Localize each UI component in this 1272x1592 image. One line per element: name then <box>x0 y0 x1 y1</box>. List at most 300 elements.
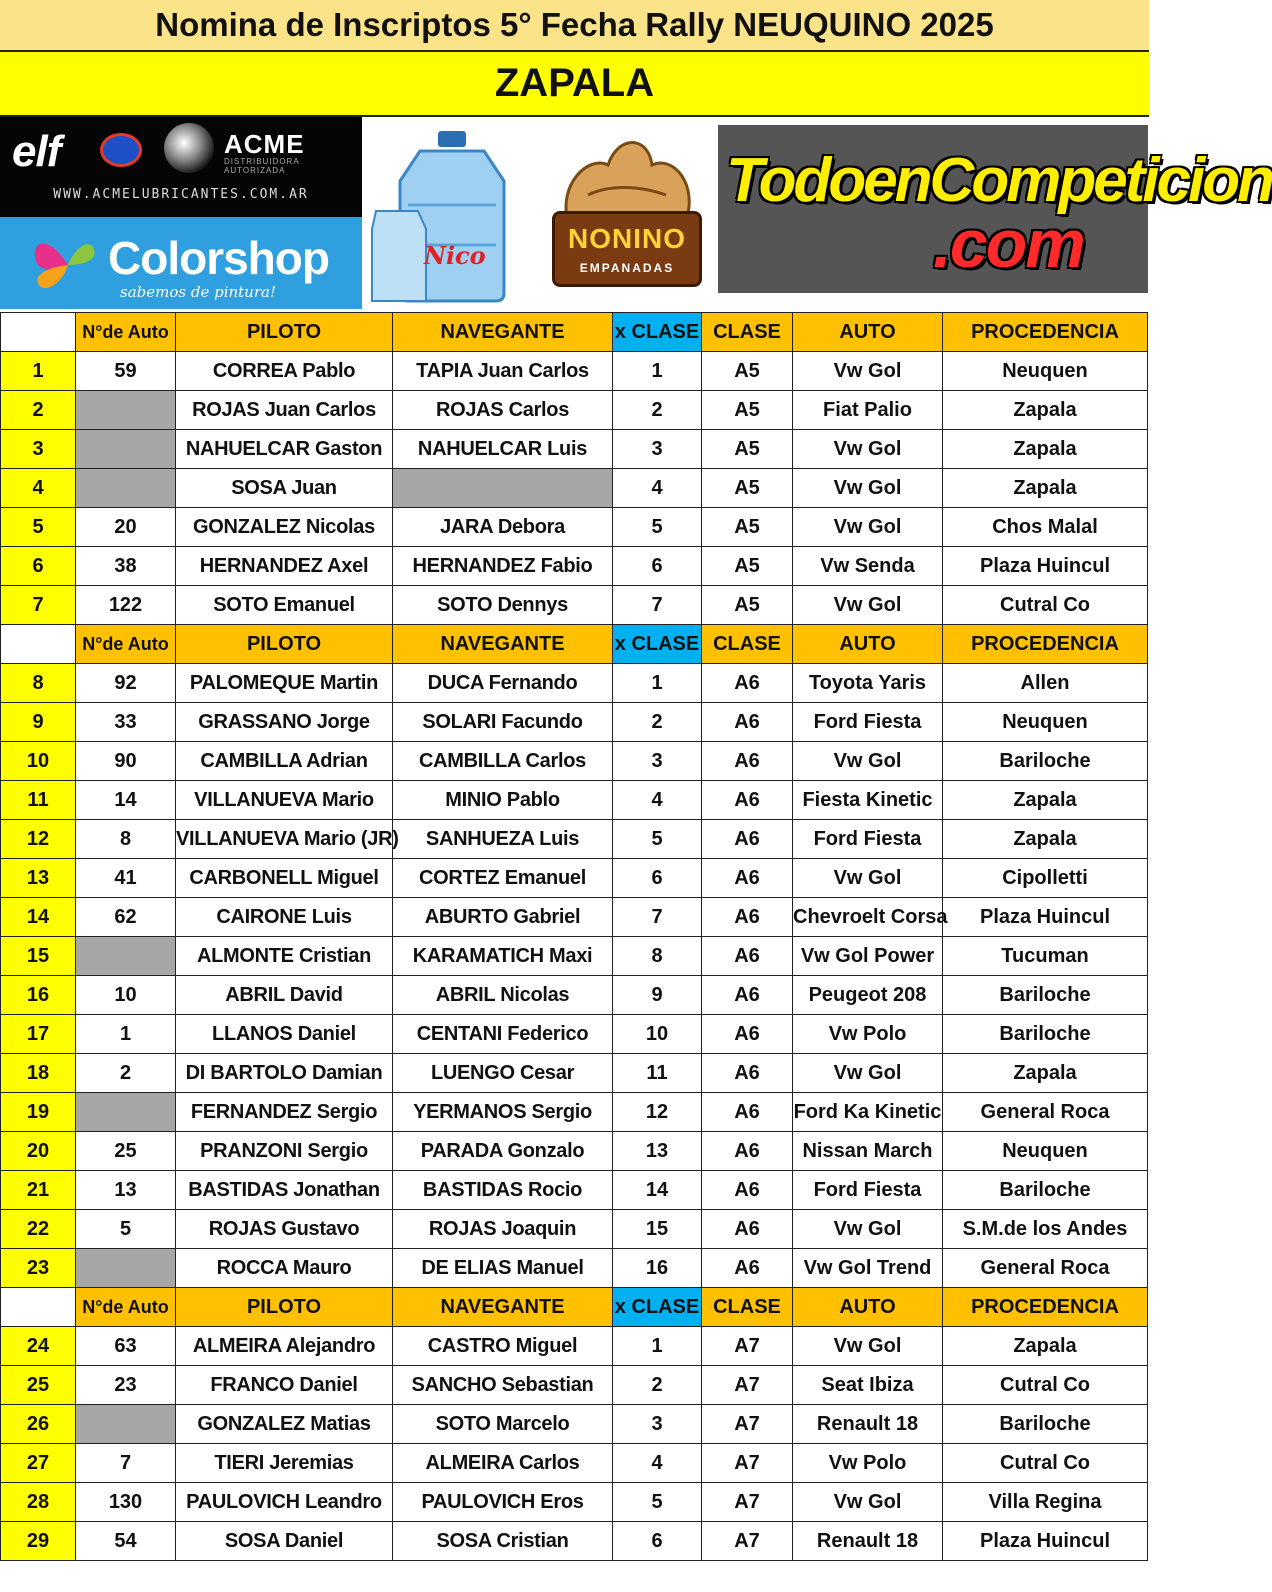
row-number: 24 <box>1 1327 76 1366</box>
car-number: 1 <box>76 1015 176 1054</box>
origin-city: General Roca <box>943 1093 1148 1132</box>
navegante-name: SANCHO Sebastian <box>393 1366 613 1405</box>
table-row <box>1 508 1148 547</box>
table-header-row <box>1 1288 1148 1327</box>
origin-city: Zapala <box>943 1054 1148 1093</box>
nico-wordmark: Nico <box>424 241 486 270</box>
table-row <box>1 1054 1148 1093</box>
piloto-name: BASTIDAS Jonathan <box>176 1171 393 1210</box>
car-model: Vw Senda <box>793 547 943 586</box>
class-position: 10 <box>613 1015 702 1054</box>
table-row <box>1 664 1148 703</box>
piloto-name: NAHUELCAR Gaston <box>176 430 393 469</box>
row-number: 9 <box>1 703 76 742</box>
origin-city: Plaza Huincul <box>943 547 1148 586</box>
row-number: 17 <box>1 1015 76 1054</box>
header-piloto: PILOTO <box>176 1288 393 1327</box>
table-row <box>1 469 1148 508</box>
car-number: 8 <box>76 820 176 859</box>
car-number: 59 <box>76 352 176 391</box>
class-position: 7 <box>613 898 702 937</box>
origin-city: Allen <box>943 664 1148 703</box>
acme-url: WWW.ACMELUBRICANTES.COM.AR <box>53 187 309 202</box>
piloto-name: FERNANDEZ Sergio <box>176 1093 393 1132</box>
class-code: A5 <box>702 391 793 430</box>
car-number: 23 <box>76 1366 176 1405</box>
class-position: 9 <box>613 976 702 1015</box>
car-model: Vw Gol Trend <box>793 1249 943 1288</box>
butterfly-icon <box>28 231 108 297</box>
car-model: Peugeot 208 <box>793 976 943 1015</box>
class-position: 11 <box>613 1054 702 1093</box>
car-number: 13 <box>76 1171 176 1210</box>
class-position: 1 <box>613 352 702 391</box>
row-number: 22 <box>1 1210 76 1249</box>
class-code: A6 <box>702 937 793 976</box>
acme-subtitle: DISTRIBUIDORA AUTORIZADA <box>224 157 300 175</box>
class-code: A6 <box>702 781 793 820</box>
origin-city: Zapala <box>943 391 1148 430</box>
row-number: 13 <box>1 859 76 898</box>
navegante-name: HERNANDEZ Fabio <box>393 547 613 586</box>
car-model: Vw Gol <box>793 1210 943 1249</box>
nonino-logo <box>548 125 706 303</box>
car-number: 130 <box>76 1483 176 1522</box>
class-code: A7 <box>702 1327 793 1366</box>
car-number: 5 <box>76 1210 176 1249</box>
car-model: Chevroelt Corsa <box>793 898 943 937</box>
piloto-name: GONZALEZ Matias <box>176 1405 393 1444</box>
piloto-name: GRASSANO Jorge <box>176 703 393 742</box>
row-number: 27 <box>1 1444 76 1483</box>
class-code: A6 <box>702 1249 793 1288</box>
piloto-name: PAULOVICH Leandro <box>176 1483 393 1522</box>
class-position: 4 <box>613 469 702 508</box>
navegante-name: ALMEIRA Carlos <box>393 1444 613 1483</box>
car-number <box>76 469 176 508</box>
table-row <box>1 742 1148 781</box>
car-model: Toyota Yaris <box>793 664 943 703</box>
car-model: Vw Gol <box>793 352 943 391</box>
class-position: 3 <box>613 1405 702 1444</box>
car-number <box>76 1249 176 1288</box>
origin-city: Zapala <box>943 469 1148 508</box>
origin-city: Bariloche <box>943 1015 1148 1054</box>
table-row <box>1 1093 1148 1132</box>
row-number: 15 <box>1 937 76 976</box>
navegante-name: ROJAS Joaquin <box>393 1210 613 1249</box>
row-number: 8 <box>1 664 76 703</box>
row-number: 12 <box>1 820 76 859</box>
class-code: A5 <box>702 508 793 547</box>
nonino-wordmark: NONINO <box>568 223 686 254</box>
class-code: A5 <box>702 430 793 469</box>
class-position: 2 <box>613 1366 702 1405</box>
header-auto: AUTO <box>793 1288 943 1327</box>
nonino-subtitle: EMPANADAS <box>579 261 675 275</box>
origin-city: Chos Malal <box>943 508 1148 547</box>
car-number: 63 <box>76 1327 176 1366</box>
table-row <box>1 1327 1148 1366</box>
header-procedencia: PROCEDENCIA <box>943 1288 1148 1327</box>
class-position: 13 <box>613 1132 702 1171</box>
table-row <box>1 1405 1148 1444</box>
class-position: 12 <box>613 1093 702 1132</box>
table-row <box>1 820 1148 859</box>
navegante-name: CENTANI Federico <box>393 1015 613 1054</box>
car-model: Vw Gol <box>793 1054 943 1093</box>
class-code: A7 <box>702 1483 793 1522</box>
row-number: 29 <box>1 1522 76 1561</box>
class-code: A7 <box>702 1405 793 1444</box>
car-model: Ford Fiesta <box>793 820 943 859</box>
empanada-icon <box>548 125 706 225</box>
class-position: 7 <box>613 586 702 625</box>
header-navegante: NAVEGANTE <box>393 313 613 352</box>
table-row <box>1 547 1148 586</box>
table-row <box>1 1171 1148 1210</box>
class-position: 16 <box>613 1249 702 1288</box>
row-number: 21 <box>1 1171 76 1210</box>
row-number: 23 <box>1 1249 76 1288</box>
class-position: 4 <box>613 1444 702 1483</box>
header-piloto: PILOTO <box>176 313 393 352</box>
header-auto: AUTO <box>793 313 943 352</box>
row-number: 19 <box>1 1093 76 1132</box>
colorshop-slogan: sabemos de pintura! <box>120 283 276 301</box>
piloto-name: SOTO Emanuel <box>176 586 393 625</box>
class-code: A5 <box>702 352 793 391</box>
elf-acme-logo <box>0 117 362 217</box>
car-number: 2 <box>76 1054 176 1093</box>
piloto-name: ROJAS Juan Carlos <box>176 391 393 430</box>
class-code: A6 <box>702 1093 793 1132</box>
car-model: Seat Ibiza <box>793 1366 943 1405</box>
header-clase: CLASE <box>702 1288 793 1327</box>
car-model: Vw Gol <box>793 430 943 469</box>
class-code: A7 <box>702 1444 793 1483</box>
header-x-clase: x CLASE <box>613 625 702 664</box>
car-model: Nissan March <box>793 1132 943 1171</box>
navegante-name: ABURTO Gabriel <box>393 898 613 937</box>
table-header-row <box>1 313 1148 352</box>
piloto-name: ABRIL David <box>176 976 393 1015</box>
class-position: 6 <box>613 859 702 898</box>
class-position: 14 <box>613 1171 702 1210</box>
piloto-name: SOSA Juan <box>176 469 393 508</box>
class-code: A6 <box>702 1210 793 1249</box>
table-row <box>1 1444 1148 1483</box>
class-position: 8 <box>613 937 702 976</box>
table-row <box>1 1249 1148 1288</box>
header-piloto: PILOTO <box>176 625 393 664</box>
piloto-name: ALMONTE Cristian <box>176 937 393 976</box>
car-model: Fiesta Kinetic <box>793 781 943 820</box>
car-number: 20 <box>76 508 176 547</box>
car-number: 92 <box>76 664 176 703</box>
navegante-name: ROJAS Carlos <box>393 391 613 430</box>
table-row <box>1 859 1148 898</box>
class-code: A7 <box>702 1522 793 1561</box>
header-procedencia: PROCEDENCIA <box>943 625 1148 664</box>
class-position: 2 <box>613 703 702 742</box>
piloto-name: PALOMEQUE Martin <box>176 664 393 703</box>
car-model: Vw Gol Power <box>793 937 943 976</box>
entries-table <box>0 312 1148 1561</box>
table-row <box>1 1483 1148 1522</box>
class-position: 5 <box>613 1483 702 1522</box>
colorshop-wordmark: Colorshop <box>108 232 329 284</box>
header-procedencia: PROCEDENCIA <box>943 313 1148 352</box>
navegante-name: SOTO Marcelo <box>393 1405 613 1444</box>
car-model: Vw Gol <box>793 1327 943 1366</box>
table-row <box>1 1015 1148 1054</box>
row-number: 1 <box>1 352 76 391</box>
sheet-title: Nomina de Inscriptos 5° Fecha Rally NEUQUINO 2025 <box>0 0 1149 52</box>
class-position: 3 <box>613 742 702 781</box>
car-model: Vw Polo <box>793 1444 943 1483</box>
row-number: 7 <box>1 586 76 625</box>
todoencompeticion-logo <box>718 125 1272 293</box>
origin-city: Zapala <box>943 430 1148 469</box>
origin-city: Cutral Co <box>943 1444 1148 1483</box>
navegante-name: NAHUELCAR Luis <box>393 430 613 469</box>
row-number: 28 <box>1 1483 76 1522</box>
nico-water-logo <box>372 125 542 305</box>
row-number: 2 <box>1 391 76 430</box>
class-code: A5 <box>702 586 793 625</box>
origin-city: Cutral Co <box>943 1366 1148 1405</box>
row-number: 3 <box>1 430 76 469</box>
class-code: A6 <box>702 703 793 742</box>
header-x-clase: x CLASE <box>613 1288 702 1327</box>
car-number: 41 <box>76 859 176 898</box>
class-position: 6 <box>613 1522 702 1561</box>
class-position: 1 <box>613 664 702 703</box>
table-row <box>1 1132 1148 1171</box>
row-number: 5 <box>1 508 76 547</box>
row-number: 20 <box>1 1132 76 1171</box>
table-row <box>1 352 1148 391</box>
header-navegante: NAVEGANTE <box>393 625 613 664</box>
navegante-name: SOSA Cristian <box>393 1522 613 1561</box>
elf-wordmark: elf <box>12 127 61 176</box>
city-title: ZAPALA <box>0 52 1149 117</box>
origin-city: Bariloche <box>943 1171 1148 1210</box>
navegante-name: LUENGO Cesar <box>393 1054 613 1093</box>
class-position: 5 <box>613 820 702 859</box>
header-clase: CLASE <box>702 313 793 352</box>
sponsor-banner <box>0 117 1272 312</box>
navegante-name: TAPIA Juan Carlos <box>393 352 613 391</box>
piloto-name: VILLANUEVA Mario <box>176 781 393 820</box>
row-number: 6 <box>1 547 76 586</box>
todoencompeticion-domain: .com <box>933 206 1084 282</box>
car-model: Vw Gol <box>793 508 943 547</box>
class-position: 2 <box>613 391 702 430</box>
car-model: Fiat Palio <box>793 391 943 430</box>
piloto-name: PRANZONI Sergio <box>176 1132 393 1171</box>
car-model: Renault 18 <box>793 1522 943 1561</box>
origin-city: Zapala <box>943 820 1148 859</box>
header-navegante: NAVEGANTE <box>393 1288 613 1327</box>
class-position: 15 <box>613 1210 702 1249</box>
origin-city: Plaza Huincul <box>943 1522 1148 1561</box>
piloto-name: CORREA Pablo <box>176 352 393 391</box>
navegante-name: SANHUEZA Luis <box>393 820 613 859</box>
car-number: 25 <box>76 1132 176 1171</box>
class-code: A6 <box>702 1132 793 1171</box>
navegante-name: CASTRO Miguel <box>393 1327 613 1366</box>
navegante-name: SOTO Dennys <box>393 586 613 625</box>
table-row <box>1 586 1148 625</box>
header-blank-cell <box>1 313 76 352</box>
header-blank-cell <box>1 1288 76 1327</box>
table-row <box>1 976 1148 1015</box>
car-number <box>76 391 176 430</box>
class-code: A5 <box>702 469 793 508</box>
car-number: 14 <box>76 781 176 820</box>
piloto-name: TIERI Jeremias <box>176 1444 393 1483</box>
class-position: 3 <box>613 430 702 469</box>
class-code: A5 <box>702 547 793 586</box>
navegante-name: PARADA Gonzalo <box>393 1132 613 1171</box>
car-number: 38 <box>76 547 176 586</box>
acme-wordmark: ACME <box>224 129 305 159</box>
navegante-name: YERMANOS Sergio <box>393 1093 613 1132</box>
car-number: 10 <box>76 976 176 1015</box>
table-row <box>1 1522 1148 1561</box>
origin-city: Neuquen <box>943 352 1148 391</box>
car-number: 54 <box>76 1522 176 1561</box>
table-header-row <box>1 625 1148 664</box>
car-model: Vw Gol <box>793 859 943 898</box>
class-position: 5 <box>613 508 702 547</box>
piloto-name: VILLANUEVA Mario (JR) <box>176 820 393 859</box>
class-code: A6 <box>702 820 793 859</box>
origin-city: Bariloche <box>943 976 1148 1015</box>
row-number: 18 <box>1 1054 76 1093</box>
class-position: 6 <box>613 547 702 586</box>
car-model: Vw Gol <box>793 742 943 781</box>
class-position: 1 <box>613 1327 702 1366</box>
navegante-name: ABRIL Nicolas <box>393 976 613 1015</box>
car-model: Vw Gol <box>793 586 943 625</box>
class-code: A6 <box>702 1171 793 1210</box>
class-code: A6 <box>702 976 793 1015</box>
car-model: Ford Ka Kinetic <box>793 1093 943 1132</box>
car-number <box>76 430 176 469</box>
car-number: 62 <box>76 898 176 937</box>
row-number: 14 <box>1 898 76 937</box>
row-number: 10 <box>1 742 76 781</box>
origin-city: Villa Regina <box>943 1483 1148 1522</box>
origin-city: Bariloche <box>943 1405 1148 1444</box>
origin-city: Cutral Co <box>943 586 1148 625</box>
piloto-name: DI BARTOLO Damian <box>176 1054 393 1093</box>
car-number <box>76 937 176 976</box>
piloto-name: FRANCO Daniel <box>176 1366 393 1405</box>
table-row <box>1 937 1148 976</box>
row-number: 26 <box>1 1405 76 1444</box>
car-model: Vw Gol <box>793 1483 943 1522</box>
origin-city: S.M.de los Andes <box>943 1210 1148 1249</box>
piloto-name: LLANOS Daniel <box>176 1015 393 1054</box>
class-code: A6 <box>702 742 793 781</box>
header-auto-number: N°de Auto <box>76 625 176 664</box>
piloto-name: CAIRONE Luis <box>176 898 393 937</box>
origin-city: General Roca <box>943 1249 1148 1288</box>
table-row <box>1 898 1148 937</box>
table-row <box>1 781 1148 820</box>
car-number <box>76 1093 176 1132</box>
car-model: Vw Polo <box>793 1015 943 1054</box>
car-number: 90 <box>76 742 176 781</box>
class-code: A6 <box>702 859 793 898</box>
origin-city: Zapala <box>943 781 1148 820</box>
navegante-name: SOLARI Facundo <box>393 703 613 742</box>
navegante-name <box>393 469 613 508</box>
header-auto-number: N°de Auto <box>76 1288 176 1327</box>
car-model: Renault 18 <box>793 1405 943 1444</box>
piloto-name: HERNANDEZ Axel <box>176 547 393 586</box>
piloto-name: ROCCA Mauro <box>176 1249 393 1288</box>
table-row <box>1 391 1148 430</box>
class-position: 4 <box>613 781 702 820</box>
elf-emblem-icon <box>100 133 142 167</box>
piloto-name: ROJAS Gustavo <box>176 1210 393 1249</box>
navegante-name: CAMBILLA Carlos <box>393 742 613 781</box>
header-blank-cell <box>1 625 76 664</box>
class-code: A6 <box>702 1015 793 1054</box>
water-jug-icon <box>372 125 542 305</box>
origin-city: Zapala <box>943 1327 1148 1366</box>
class-code: A6 <box>702 1054 793 1093</box>
row-number: 25 <box>1 1366 76 1405</box>
car-model: Ford Fiesta <box>793 1171 943 1210</box>
todoencompeticion-wordmark: TodoenCompeticion <box>726 146 1272 215</box>
navegante-name: KARAMATICH Maxi <box>393 937 613 976</box>
table-row <box>1 1210 1148 1249</box>
origin-city: Bariloche <box>943 742 1148 781</box>
origin-city: Plaza Huincul <box>943 898 1148 937</box>
origin-city: Cipolletti <box>943 859 1148 898</box>
piloto-name: ALMEIRA Alejandro <box>176 1327 393 1366</box>
header-x-clase: x CLASE <box>613 313 702 352</box>
car-number: 122 <box>76 586 176 625</box>
class-code: A7 <box>702 1366 793 1405</box>
car-model: Ford Fiesta <box>793 703 943 742</box>
navegante-name: JARA Debora <box>393 508 613 547</box>
row-number: 4 <box>1 469 76 508</box>
header-auto: AUTO <box>793 625 943 664</box>
header-auto-number: N°de Auto <box>76 313 176 352</box>
navegante-name: MINIO Pablo <box>393 781 613 820</box>
table-row <box>1 1366 1148 1405</box>
class-code: A6 <box>702 664 793 703</box>
navegante-name: CORTEZ Emanuel <box>393 859 613 898</box>
table-row <box>1 703 1148 742</box>
origin-city: Tucuman <box>943 937 1148 976</box>
piloto-name: GONZALEZ Nicolas <box>176 508 393 547</box>
car-number <box>76 1405 176 1444</box>
header-clase: CLASE <box>702 625 793 664</box>
row-number: 16 <box>1 976 76 1015</box>
origin-city: Neuquen <box>943 1132 1148 1171</box>
piloto-name: CAMBILLA Adrian <box>176 742 393 781</box>
row-number: 11 <box>1 781 76 820</box>
navegante-name: PAULOVICH Eros <box>393 1483 613 1522</box>
